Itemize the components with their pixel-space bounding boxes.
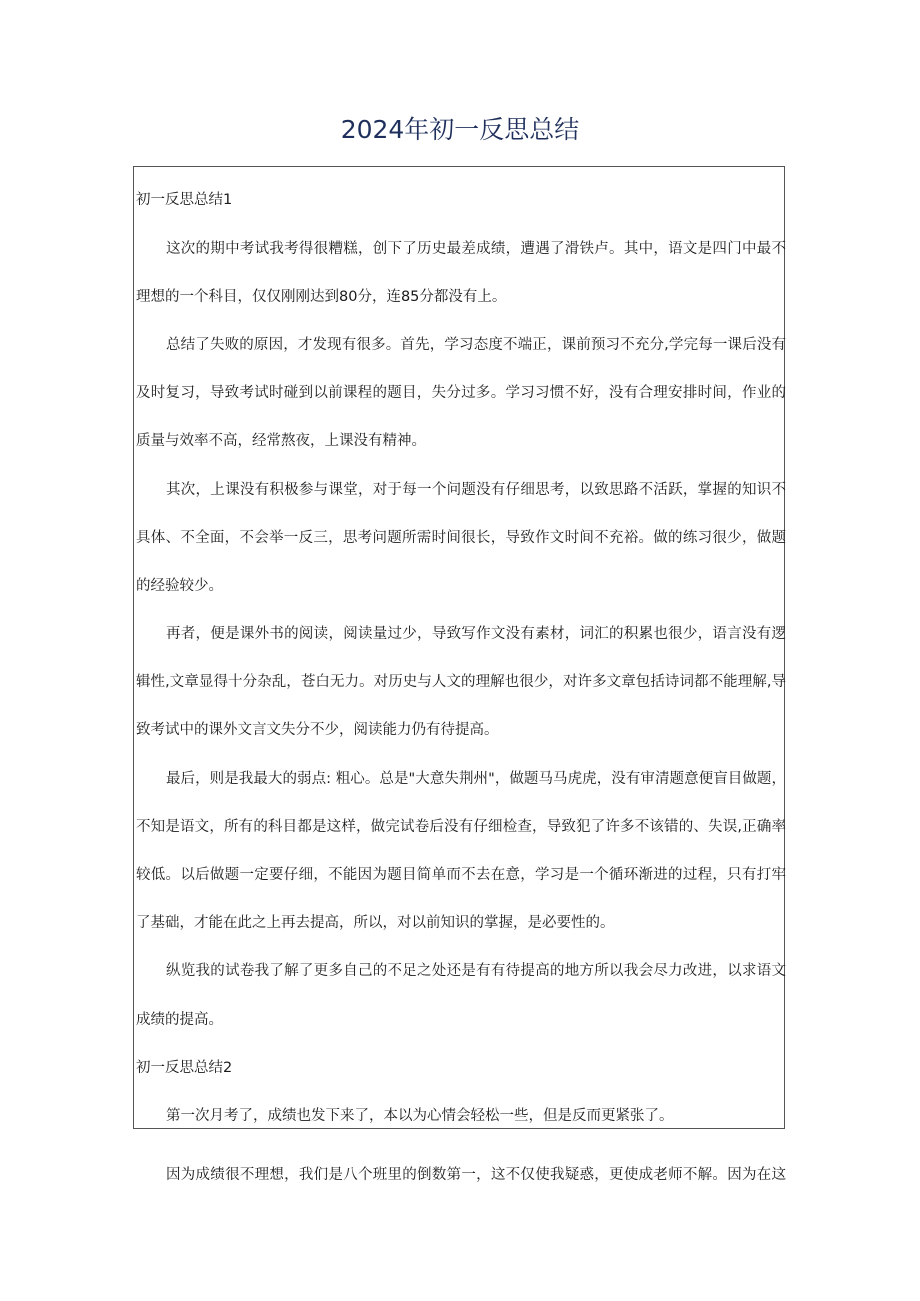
paragraph-line: 纵览我的试卷我了解了更多自己的不足之处还是有有待提高的地方所以我会尽力改进，以求语文 <box>166 963 786 979</box>
content-border-box <box>133 166 785 1129</box>
paragraph-line: 理想的一个科目，仅仅刚刚达到80分，连85分都没有上。 <box>136 289 507 305</box>
paragraph-line: 不知是语文，所有的科目都是这样，做完试卷后没有仔细检查，导致犯了许多不该错的、失误,正确率 <box>136 819 786 835</box>
paragraph-line: 这次的期中考试我考得很糟糕，创下了历史最差成绩，遭遇了滑铁卢。其中，语文是四门中最不 <box>166 241 786 257</box>
paragraph-line: 总结了失败的原因，才发现有很多。首先，学习态度不端正，课前预习不充分,学完每一课后没有 <box>166 337 786 353</box>
paragraph-line: 成绩的提高。 <box>136 1012 223 1028</box>
paragraph-line: 具体、不全面，不会举一反三，思考问题所需时间很长，导致作文时间不充裕。做的练习很少，做题 <box>136 530 786 546</box>
paragraph-line: 其次，上课没有积极参与课堂，对于每一个问题没有仔细思考，以致思路不活跃，掌握的知识不 <box>166 482 786 498</box>
paragraph-line: 致考试中的课外文言文失分不少，阅读能力仍有待提高。 <box>136 722 499 738</box>
paragraph-line: 因为成绩很不理想，我们是八个班里的倒数第一，这不仅使我疑惑，更使成老师不解。因为在这 <box>166 1167 786 1183</box>
paragraph-line: 了基础，才能在此之上再去提高，所以，对以前知识的掌握，是必要性的。 <box>136 915 615 931</box>
section-heading-1: 初一反思总结1 <box>136 192 233 208</box>
paragraph-line: 最后，则是我最大的弱点: 粗心。总是"大意失荆州"，做题马马虎虎，没有审清题意便盲目做题， <box>166 771 786 787</box>
paragraph-line: 的经验较少。 <box>136 578 223 594</box>
paragraph-line: 及时复习，导致考试时碰到以前课程的题目，失分过多。学习习惯不好，没有合理安排时间，作业的 <box>136 385 786 401</box>
document-title: 2024年初一反思总结 <box>340 115 580 144</box>
paragraph-line: 辑性,文章显得十分杂乱，苍白无力。对历史与人文的理解也很少，对许多文章包括诗词都不能理解,导 <box>136 674 786 690</box>
section-heading-2: 初一反思总结2 <box>136 1060 233 1076</box>
paragraph-line: 较低。以后做题一定要仔细，不能因为题目简单而不去在意，学习是一个循环渐进的过程，只有打牢 <box>136 867 786 883</box>
paragraph-line: 第一次月考了，成绩也发下来了，本以为心情会轻松一些，但是反而更紧张了。 <box>166 1108 674 1124</box>
paragraph-line: 质量与效率不高，经常熬夜，上课没有精神。 <box>136 433 426 449</box>
paragraph-line: 再者，便是课外书的阅读，阅读量过少，导致写作文没有素材，词汇的积累也很少，语言没有逻 <box>166 626 786 642</box>
